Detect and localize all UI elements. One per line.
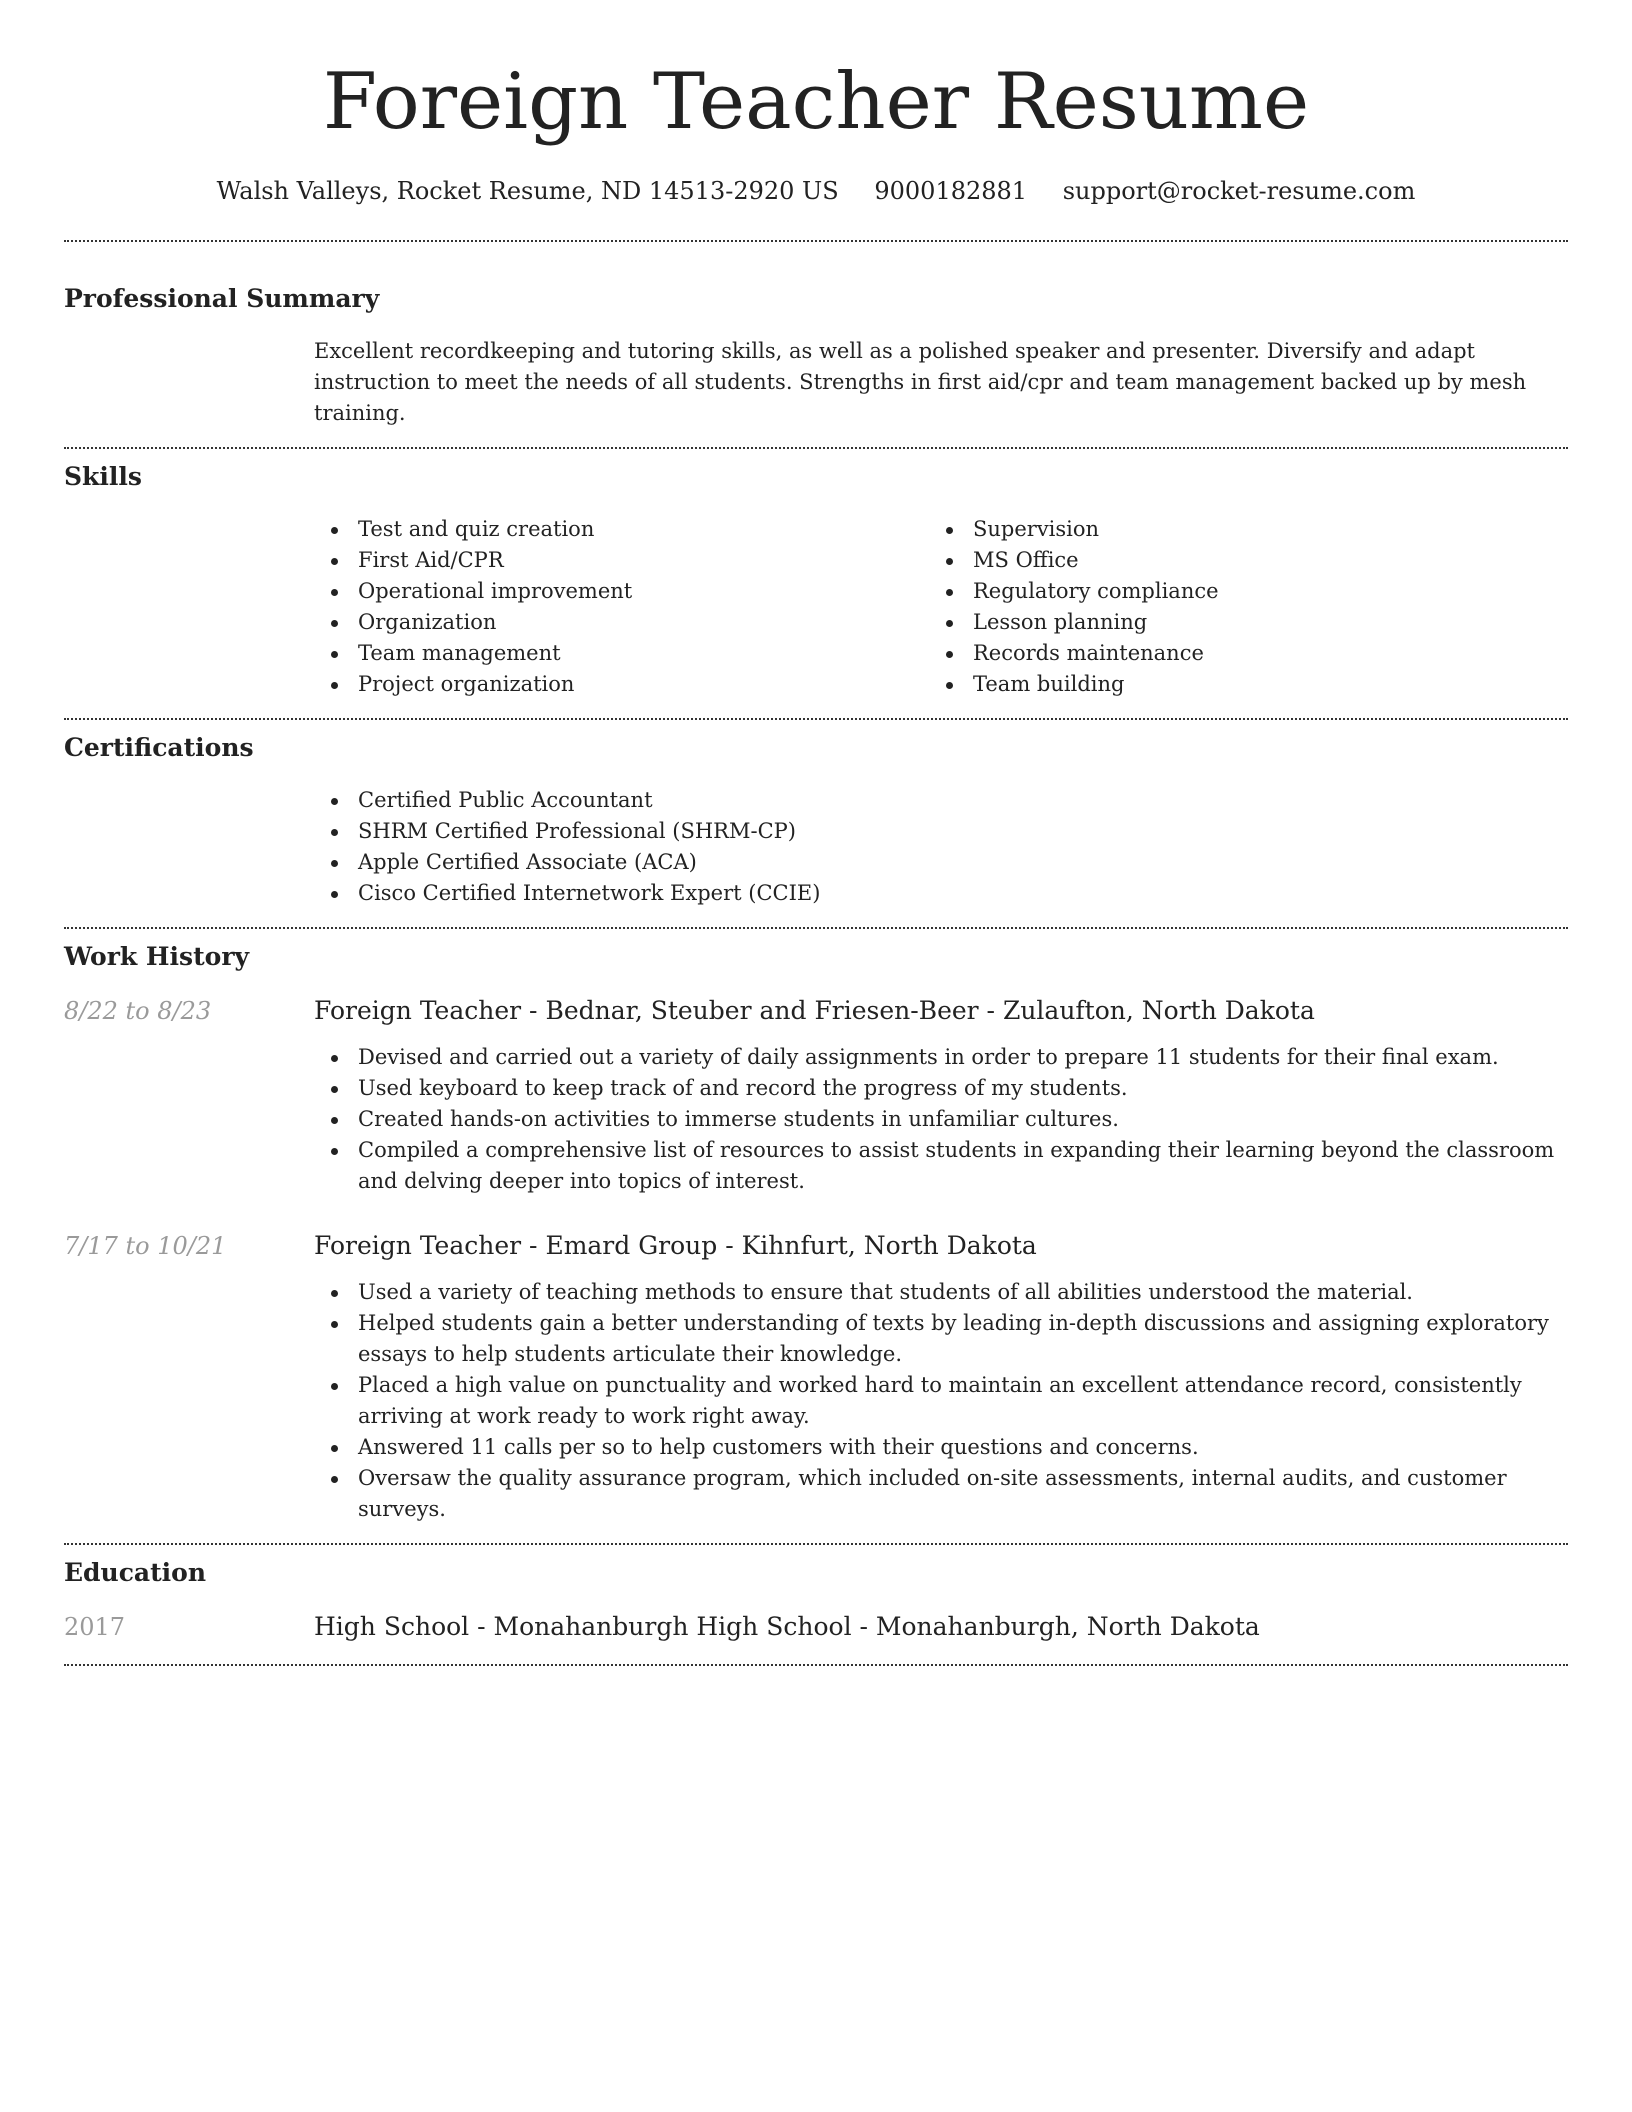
- job-bullet: Used keyboard to keep track of and record the progress of my students.: [314, 1073, 1568, 1104]
- job-bullet: Compiled a comprehensive list of resources to assist students in expanding their learning beyond the classroom and delving deeper into topics of interest.: [314, 1135, 1568, 1197]
- divider: [64, 1543, 1568, 1545]
- divider: [64, 718, 1568, 720]
- certification-item: SHRM Certified Professional (SHRM-CP): [314, 816, 1568, 847]
- education-date: 2017: [64, 1613, 126, 1641]
- certifications-list: [314, 785, 1568, 909]
- summary-section: [64, 282, 1568, 429]
- job-bullet: Answered 11 calls per so to help customers with their questions and concerns.: [314, 1432, 1568, 1463]
- skills-list-right: [929, 514, 1544, 700]
- job-dates: 7/17 to 10/21: [64, 1232, 227, 1260]
- section-heading: Work History: [64, 942, 250, 971]
- job-entry: [64, 1229, 1568, 1525]
- skills-list-left: [314, 514, 929, 700]
- resume-title: Foreign Teacher Resume: [322, 57, 1310, 147]
- divider: [64, 1664, 1568, 1666]
- summary-text: Excellent recordkeeping and tutoring skills, as well as a polished speaker and presenter. Diversify and adapt instruction to meet the needs of all students. Strengths in first aid/cpr and team management backed up by mesh training.: [314, 339, 1527, 425]
- skill-item: Lesson planning: [929, 607, 1544, 638]
- job-title: Foreign Teacher - Emard Group - Kihnfurt, North Dakota: [314, 1231, 1037, 1260]
- certification-item: Apple Certified Associate (ACA): [314, 847, 1568, 878]
- skill-item: Regulatory compliance: [929, 576, 1544, 607]
- certification-item: Cisco Certified Internetwork Expert (CCIE): [314, 878, 1568, 909]
- skills-section: [64, 460, 1568, 700]
- skill-item: MS Office: [929, 545, 1544, 576]
- skill-item: Test and quiz creation: [314, 514, 929, 545]
- skill-item: Project organization: [314, 669, 929, 700]
- divider: [64, 240, 1568, 242]
- section-heading: Professional Summary: [64, 284, 380, 313]
- certification-item: Certified Public Accountant: [314, 785, 1568, 816]
- job-bullet: Helped students gain a better understanding of texts by leading in-depth discussions and assigning exploratory essays to help students articulate their knowledge.: [314, 1308, 1568, 1370]
- section-heading: Education: [64, 1558, 207, 1587]
- job-bullet: Used a variety of teaching methods to ensure that students of all abilities understood the material.: [314, 1277, 1568, 1308]
- divider: [64, 927, 1568, 929]
- skill-item: Organization: [314, 607, 929, 638]
- contact-address: Walsh Valleys, Rocket Resume, ND 14513-2920 US: [216, 177, 839, 205]
- job-bullet: Created hands-on activities to immerse students in unfamiliar cultures.: [314, 1104, 1568, 1135]
- job-bullets: [314, 1277, 1568, 1525]
- job-bullet: Devised and carried out a variety of daily assignments in order to prepare 11 students for their final exam.: [314, 1042, 1568, 1073]
- education-title: High School - Monahanburgh High School - Monahanburgh, North Dakota: [314, 1612, 1260, 1641]
- skill-item: Operational improvement: [314, 576, 929, 607]
- skill-item: Supervision: [929, 514, 1544, 545]
- skill-item: Records maintenance: [929, 638, 1544, 669]
- education-section: [64, 1556, 1568, 1644]
- job-bullet: Oversaw the quality assurance program, which included on-site assessments, internal audits, and customer surveys.: [314, 1463, 1568, 1525]
- contact-email: support@rocket-resume.com: [1062, 177, 1416, 205]
- education-entry: [64, 1610, 1568, 1644]
- contact-line: [64, 174, 1568, 208]
- section-heading: Certifications: [64, 733, 254, 762]
- work-history-section: [64, 940, 1568, 1525]
- job-header: [64, 994, 1568, 1028]
- certifications-section: [64, 731, 1568, 909]
- job-dates: 8/22 to 8/23: [64, 997, 212, 1025]
- resume-page: [64, 0, 1568, 1666]
- section-heading: Skills: [64, 462, 142, 491]
- job-bullets: [314, 1042, 1568, 1197]
- job-entry: [64, 994, 1568, 1197]
- job-header: [64, 1229, 1568, 1263]
- skill-item: First Aid/CPR: [314, 545, 929, 576]
- skills-columns: [314, 514, 1568, 700]
- skill-item: Team building: [929, 669, 1544, 700]
- job-title: Foreign Teacher - Bednar, Steuber and Friesen-Beer - Zulaufton, North Dakota: [314, 996, 1315, 1025]
- skill-item: Team management: [314, 638, 929, 669]
- divider: [64, 447, 1568, 449]
- contact-phone: 9000182881: [874, 177, 1028, 205]
- job-bullet: Placed a high value on punctuality and worked hard to maintain an excellent attendance record, consistently arriving at work ready to work right away.: [314, 1370, 1568, 1432]
